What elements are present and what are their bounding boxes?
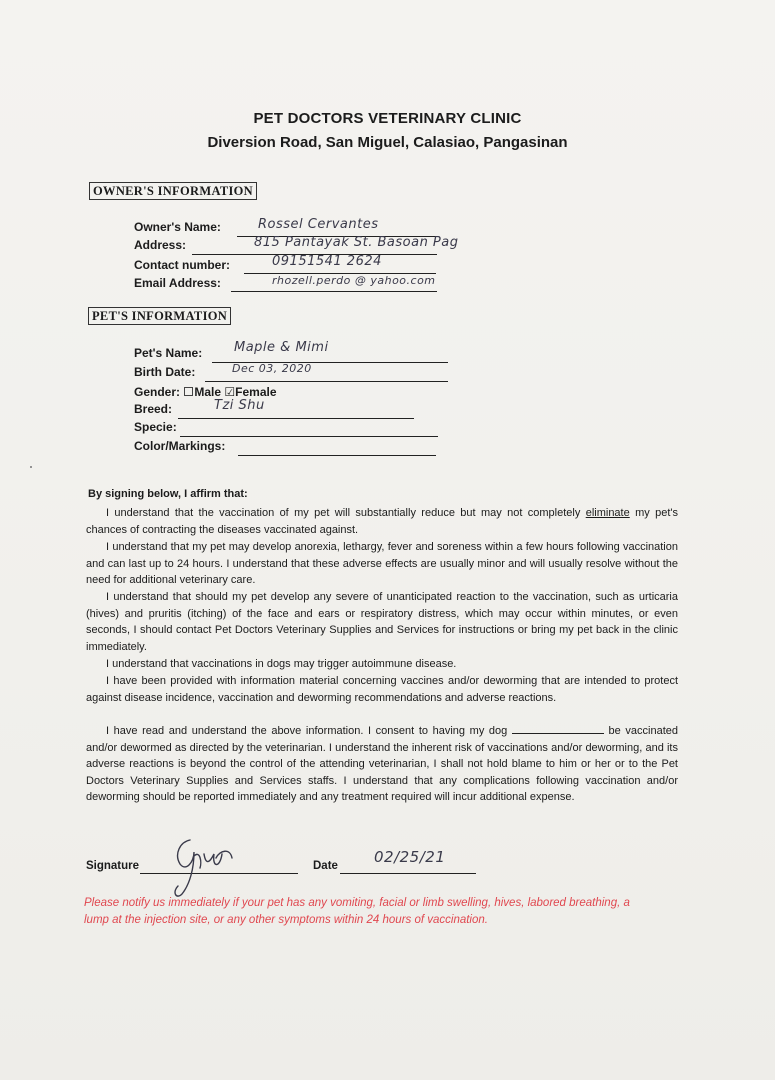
birth-date-label: Birth Date: — [134, 365, 196, 379]
owner-name-label: Owner's Name: — [134, 220, 221, 234]
contact-value: 09151541 2624 — [272, 254, 382, 269]
owner-section-title: OWNER'S INFORMATION — [89, 182, 257, 200]
date-line[interactable] — [340, 873, 476, 874]
vaccination-notice: Please notify us immediately if your pet has any vomiting, facial or limb swelling, hives, labored breathing, a lump at the injection site, or any other symptoms within 24 hours of vaccination. — [84, 897, 630, 926]
breed-line — [178, 418, 414, 419]
clinic-name: PET DOCTORS VETERINARY CLINIC — [253, 110, 522, 127]
scan-speck — [30, 466, 32, 468]
affirmation-paragraph-4: I understand that vaccinations in dogs may trigger autoimmune disease. — [106, 658, 457, 670]
breed-value: Tzi Shu — [214, 398, 265, 413]
email-value: rhozell.perdo @ yahoo.com — [272, 274, 436, 287]
affirmation-paragraph-1: I understand that the vaccination of my pet will substantially reduce but may not completely eliminate my pet's chances of contracting the diseases vaccinated against. — [86, 507, 679, 536]
handwritten-signature — [160, 832, 240, 902]
pet-name-label: Pet's Name: — [134, 346, 203, 360]
male-checkbox[interactable] — [184, 387, 193, 396]
color-markings-line — [238, 455, 436, 456]
specie-label: Specie: — [134, 420, 177, 434]
birth-date-value: Dec 03, 2020 — [232, 362, 312, 375]
affirmation-paragraph-3: I understand that should my pet develop any severe of unanticipated reaction to the vaccination, such as urticaria (hives) and pruritis (itching) of the face and ears or respiratory distress, which may occur within minutes, or even seconds, I should contact Pet Doctors Veterinary Supplies and Services for instructions or bring my pet back in the clinic immediately. — [86, 591, 678, 653]
male-label: Male — [194, 385, 222, 399]
gender-row — [134, 385, 277, 399]
date-label: Date — [313, 860, 338, 872]
address-value: 815 Pantayak St. Basoan Pag — [254, 235, 459, 250]
birth-date-line — [205, 381, 448, 382]
date-value: 02/25/21 — [374, 848, 446, 866]
owner-name-value: Rossel Cervantes — [258, 217, 379, 232]
specie-line — [180, 436, 438, 437]
signature-label: Signature — [86, 860, 140, 872]
affirmation-paragraph-5: I have been provided with information material concerning vaccines and/or deworming that are intended to protect against disease incidence, vaccination and deworming recommendations and adverse reactions. — [86, 675, 678, 704]
pet-section-title: PET'S INFORMATION — [88, 307, 231, 325]
email-line — [231, 291, 437, 292]
female-label: Female — [235, 385, 277, 399]
color-markings-label: Color/Markings: — [134, 439, 226, 453]
dog-name-blank[interactable] — [512, 723, 604, 734]
affirmation-title: By signing below, I affirm that: — [88, 488, 248, 500]
affirmation-paragraph-6: I have read and understand the above information. I consent to having my dog be vaccinated and/or dewormed as directed by the veterinarian. I understand the inherent risk of vaccinations and/or deworming, and its adverse reactions is beyond the control of the attending veterinarian, I shall not hold blame to him or her or to the Pet Doctors Veterinary Supplies and Services staffs. I understand that any complications following vaccination and/or deworming should be reported immediately and any treatment required will incur additional expense. — [86, 725, 678, 804]
breed-label: Breed: — [134, 402, 173, 416]
female-checkbox[interactable]: ☑ — [224, 385, 236, 399]
gender-label: Gender: — [134, 385, 181, 399]
affirmation-paragraph-2: I understand that my pet may develop anorexia, lethargy, fever and soreness within a few hours following vaccination and can last up to 24 hours. I understand that these adverse effects are usually minor and will usually resolve without the need for additional veterinary care. — [86, 541, 678, 587]
contact-label: Contact number: — [134, 258, 230, 272]
address-label: Address: — [134, 238, 187, 252]
clinic-address: Diversion Road, San Miguel, Calasiao, Pangasinan — [207, 134, 568, 151]
email-label: Email Address: — [134, 276, 221, 290]
eliminate-underlined: eliminate — [585, 507, 630, 519]
pet-name-value: Maple & Mimi — [234, 340, 329, 355]
